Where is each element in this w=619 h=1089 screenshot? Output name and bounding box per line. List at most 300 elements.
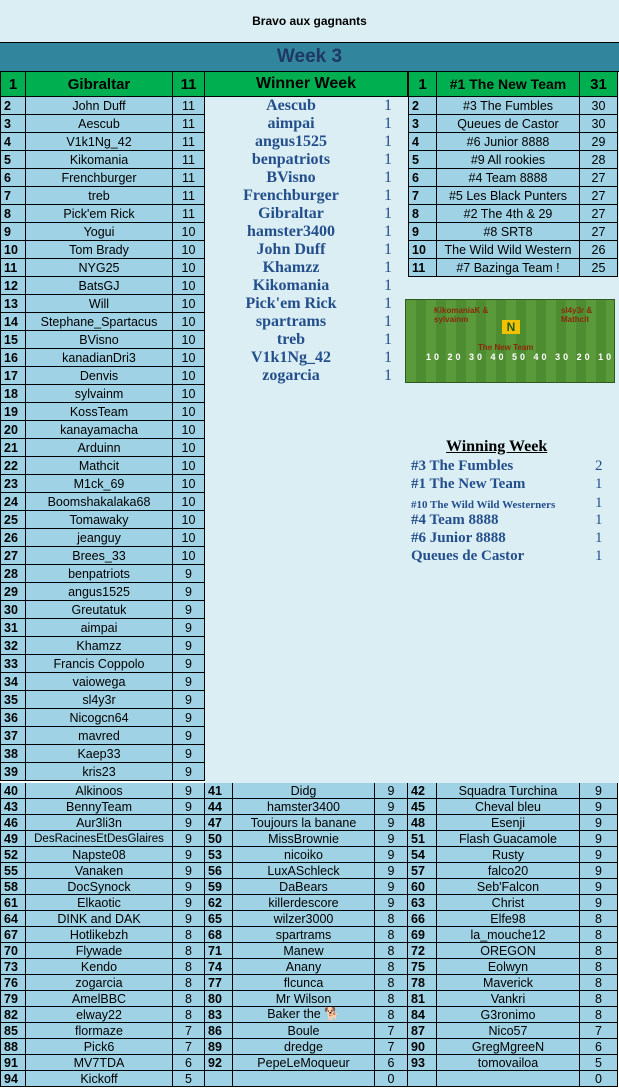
score-cell: 7: [173, 1039, 205, 1055]
player-name: elway22: [26, 1007, 173, 1023]
rank-cell: 44: [205, 799, 233, 815]
player-name: Pick'em Rick: [26, 205, 173, 223]
player-name: Didg: [233, 783, 375, 799]
score-cell: 10: [173, 259, 205, 277]
player-name: Esenji: [437, 815, 580, 831]
player-name: sylvainm: [26, 385, 173, 403]
rank-cell: 71: [205, 943, 233, 959]
rank-cell: 21: [0, 439, 26, 457]
team-score-cell: 26: [580, 241, 618, 259]
winning-team-name: #1 The New Team: [411, 476, 526, 492]
rank-cell: 12: [0, 277, 26, 295]
team-logo-icon: N: [502, 320, 520, 334]
player-name: tomovailoa: [437, 1055, 580, 1071]
winner-name: V1k1Ng_42: [250, 349, 331, 366]
rank-cell: 41: [205, 783, 233, 799]
player-name: Khamzz: [26, 637, 173, 655]
rank-cell: 36: [0, 709, 26, 727]
rank-cell: 9: [0, 223, 26, 241]
player-name: nicoiko: [233, 847, 375, 863]
player-name: G3ronimo: [437, 1007, 580, 1023]
winner-count: 1: [384, 133, 392, 150]
player-name: dredge: [233, 1039, 375, 1055]
score-cell: 10: [173, 277, 205, 295]
winner-name: Frenchburger: [243, 187, 339, 204]
rank-cell: 72: [408, 943, 437, 959]
score-cell: 8: [580, 943, 618, 959]
player-name: jeanguy: [26, 529, 173, 547]
rank-cell: 23: [0, 475, 26, 493]
rank-cell: 77: [205, 975, 233, 991]
player-name: Boomshakalaka68: [26, 493, 173, 511]
score-cell: 10: [173, 349, 205, 367]
player-name: DocSynock: [26, 879, 173, 895]
score-cell: 8: [375, 927, 408, 943]
score-cell: 9: [173, 879, 205, 895]
player-name: Vanaken: [26, 863, 173, 879]
score-cell: 9: [173, 727, 205, 745]
rank-cell: 50: [205, 831, 233, 847]
rank-cell: 39: [0, 763, 26, 781]
winner-name: Gibraltar: [258, 205, 324, 222]
rank-cell: 94: [0, 1071, 26, 1087]
rank-cell: 46: [0, 815, 26, 831]
player-name: Elkaotic: [26, 895, 173, 911]
rank-cell: 4: [0, 133, 26, 151]
player-name: Maverick: [437, 975, 580, 991]
winner-name: John Duff: [256, 241, 326, 258]
score-cell: 8: [375, 975, 408, 991]
player-name: V1k1Ng_42: [26, 133, 173, 151]
team-rank-cell: 3: [408, 115, 437, 133]
player-name: hamster3400: [233, 799, 375, 815]
rank-cell: 33: [0, 655, 26, 673]
rank-cell: 47: [205, 815, 233, 831]
score-cell: 9: [375, 847, 408, 863]
winning-team-name: #10 The Wild Wild Westerners: [411, 499, 556, 511]
rank-cell: 76: [0, 975, 26, 991]
rank-cell: 85: [0, 1023, 26, 1039]
rank-cell: 48: [408, 815, 437, 831]
player-name: Yogui: [26, 223, 173, 241]
winner-name: BVisno: [266, 169, 316, 186]
rank-cell: 30: [0, 601, 26, 619]
winning-team-name: Queues de Castor: [411, 548, 525, 564]
rank-cell: 86: [205, 1023, 233, 1039]
player-name: kris23: [26, 763, 173, 781]
team-score-cell: 25: [580, 259, 618, 277]
score-cell: 8: [580, 1007, 618, 1023]
rank-cell: 24: [0, 493, 26, 511]
rank-cell: 53: [205, 847, 233, 863]
rank-cell: 74: [205, 959, 233, 975]
winner-name: angus1525: [254, 133, 328, 150]
rank-cell: 75: [408, 959, 437, 975]
rank-cell: 19: [0, 403, 26, 421]
winner-name: Kikomania: [252, 277, 330, 294]
winning-team-count: 1: [595, 548, 603, 564]
team-rank-cell: 11: [408, 259, 437, 277]
score-cell: 9: [173, 763, 205, 781]
player-name: Vankri: [437, 991, 580, 1007]
score-cell: 8: [375, 991, 408, 1007]
score-cell: 9: [173, 783, 205, 799]
team-name: #9 All rookies: [437, 151, 580, 169]
winner-name: Pick'em Rick: [245, 295, 337, 312]
score-cell: 7: [580, 1023, 618, 1039]
rank-cell: 89: [205, 1039, 233, 1055]
rank-cell: 1: [0, 72, 26, 97]
winner-count: 1: [384, 169, 392, 186]
player-name: kanadianDri3: [26, 349, 173, 367]
player-name: sl4y3r: [26, 691, 173, 709]
rank-cell: 66: [408, 911, 437, 927]
player-name: Manew: [233, 943, 375, 959]
player-name: Brees_33: [26, 547, 173, 565]
player-name: Gibraltar: [26, 72, 173, 97]
score-cell: 8: [580, 991, 618, 1007]
team-score-cell: 31: [580, 72, 618, 97]
player-name: Anany: [233, 959, 375, 975]
player-name: Greutatuk: [26, 601, 173, 619]
score-cell: 5: [173, 1071, 205, 1087]
score-cell: 9: [173, 655, 205, 673]
rank-cell: 22: [0, 457, 26, 475]
rank-cell: 56: [205, 863, 233, 879]
score-cell: 6: [173, 1055, 205, 1071]
score-cell: 11: [173, 97, 205, 115]
player-name: benpatriots: [26, 565, 173, 583]
rank-cell: 68: [205, 927, 233, 943]
player-name: DINK and DAK: [26, 911, 173, 927]
score-cell: 9: [173, 619, 205, 637]
score-cell: 9: [173, 847, 205, 863]
score-cell: 9: [375, 831, 408, 847]
score-cell: 11: [173, 151, 205, 169]
winner-count: 1: [384, 277, 392, 294]
score-cell: 11: [173, 115, 205, 133]
rank-cell: 84: [408, 1007, 437, 1023]
team-score-cell: 30: [580, 97, 618, 115]
score-cell: 8: [580, 959, 618, 975]
winning-team-count: 1: [595, 512, 603, 528]
winning-team-count: 2: [595, 458, 603, 474]
winner-count: 1: [384, 367, 392, 384]
score-cell: 10: [173, 493, 205, 511]
rank-cell: 91: [0, 1055, 26, 1071]
score-cell: 9: [173, 895, 205, 911]
score-cell: 10: [173, 331, 205, 349]
team-name: #7 Bazinga Team !: [437, 259, 580, 277]
winner-name: treb: [276, 331, 306, 348]
player-name: angus1525: [26, 583, 173, 601]
score-cell: 9: [580, 831, 618, 847]
rank-cell: 80: [205, 991, 233, 1007]
player-name: PepeLeMoqueur: [233, 1055, 375, 1071]
winner-count: 1: [384, 115, 392, 132]
rank-cell: 92: [205, 1055, 233, 1071]
player-name: Arduinn: [26, 439, 173, 457]
winner-count: 1: [384, 259, 392, 276]
player-name: Tomawaky: [26, 511, 173, 529]
score-cell: 9: [173, 583, 205, 601]
team-name: #1 The New Team: [437, 72, 580, 97]
score-cell: 7: [173, 1023, 205, 1039]
rank-cell: 93: [408, 1055, 437, 1071]
team-score-cell: 27: [580, 169, 618, 187]
winner-name: aimpai: [267, 115, 315, 132]
winner-count: 1: [384, 187, 392, 204]
score-cell: 9: [173, 565, 205, 583]
score-cell: 9: [580, 815, 618, 831]
score-cell: 7: [375, 1023, 408, 1039]
score-cell: 9: [173, 601, 205, 619]
rank-cell: 14: [0, 313, 26, 331]
player-name: John Duff: [26, 97, 173, 115]
rank-cell: 10: [0, 241, 26, 259]
player-name: killerdescore: [233, 895, 375, 911]
winner-name: spartrams: [255, 313, 327, 330]
player-name: Toujours la banane: [233, 815, 375, 831]
score-cell: 10: [173, 385, 205, 403]
score-cell: 11: [173, 133, 205, 151]
score-cell: 10: [173, 241, 205, 259]
player-name: OREGON: [437, 943, 580, 959]
score-cell: 9: [580, 863, 618, 879]
score-cell: 5: [580, 1055, 618, 1071]
score-cell: 8: [173, 927, 205, 943]
team-rank-cell: 10: [408, 241, 437, 259]
player-name: Nico57: [437, 1023, 580, 1039]
score-cell: 6: [580, 1039, 618, 1055]
score-cell: 10: [173, 475, 205, 493]
player-name: Alkinoos: [26, 783, 173, 799]
rank-cell: 15: [0, 331, 26, 349]
rank-cell: 88: [0, 1039, 26, 1055]
player-name: Stephane_Spartacus: [26, 313, 173, 331]
score-cell: 6: [375, 1055, 408, 1071]
winner-name: Khamzz: [262, 259, 320, 276]
player-name: Aescub: [26, 115, 173, 133]
team-score-cell: 29: [580, 133, 618, 151]
score-cell: 9: [580, 783, 618, 799]
score-cell: 10: [173, 439, 205, 457]
team-rank-cell: 1: [408, 72, 437, 97]
rank-cell: 81: [408, 991, 437, 1007]
score-cell: 9: [580, 799, 618, 815]
rank-cell: 20: [0, 421, 26, 439]
score-cell: 8: [173, 975, 205, 991]
field-left-label: KikomaniaK & sylvainm: [434, 306, 489, 324]
player-name: vaiowega: [26, 673, 173, 691]
team-rank-cell: 8: [408, 205, 437, 223]
player-name: [437, 1071, 580, 1087]
rank-cell: 42: [408, 783, 437, 799]
winning-team-count: 1: [595, 530, 603, 546]
rank-cell: 3: [0, 115, 26, 133]
player-name: Mathcit: [26, 457, 173, 475]
rank-cell: 16: [0, 349, 26, 367]
team-name: #5 Les Black Punters: [437, 187, 580, 205]
player-name: LuxASchleck: [233, 863, 375, 879]
score-cell: 9: [375, 895, 408, 911]
score-cell: 8: [173, 943, 205, 959]
score-cell: 10: [173, 511, 205, 529]
player-name: Flywade: [26, 943, 173, 959]
score-cell: 8: [173, 991, 205, 1007]
field-bottom-label: The New Team: [478, 343, 534, 352]
winner-count: 1: [384, 223, 392, 240]
score-cell: 10: [173, 295, 205, 313]
player-name: Christ: [437, 895, 580, 911]
rank-cell: 11: [0, 259, 26, 277]
rank-cell: 79: [0, 991, 26, 1007]
team-rank-cell: 7: [408, 187, 437, 205]
rank-cell: 54: [408, 847, 437, 863]
player-name: Eolwyn: [437, 959, 580, 975]
rank-cell: 55: [0, 863, 26, 879]
player-name: Kikomania: [26, 151, 173, 169]
score-cell: 9: [173, 637, 205, 655]
team-score-cell: 27: [580, 223, 618, 241]
score-cell: 9: [580, 847, 618, 863]
player-name: Elfe98: [437, 911, 580, 927]
rank-cell: 67: [0, 927, 26, 943]
rank-cell: 51: [408, 831, 437, 847]
player-name: Nicogcn64: [26, 709, 173, 727]
score-cell: 8: [173, 959, 205, 975]
player-name: [233, 1071, 375, 1087]
rank-cell: 25: [0, 511, 26, 529]
rank-cell: 34: [0, 673, 26, 691]
rank-cell: 63: [408, 895, 437, 911]
team-name: #2 The 4th & 29: [437, 205, 580, 223]
page-title: Bravo aux gagnants: [0, 0, 619, 43]
player-name: KossTeam: [26, 403, 173, 421]
rank-cell: 35: [0, 691, 26, 709]
score-cell: 9: [375, 863, 408, 879]
score-cell: 9: [375, 879, 408, 895]
score-cell: 10: [173, 529, 205, 547]
rank-cell: 52: [0, 847, 26, 863]
team-rank-cell: 6: [408, 169, 437, 187]
player-name: Denvis: [26, 367, 173, 385]
rank-cell: 13: [0, 295, 26, 313]
winner-count: 1: [384, 205, 392, 222]
rank-cell: 60: [408, 879, 437, 895]
rank-cell: 70: [0, 943, 26, 959]
score-cell: 9: [173, 831, 205, 847]
rank-cell: 49: [0, 831, 26, 847]
football-field-image: [405, 299, 615, 383]
rank-cell: 31: [0, 619, 26, 637]
rank-cell: 59: [205, 879, 233, 895]
score-cell: 10: [173, 421, 205, 439]
rank-cell: 43: [0, 799, 26, 815]
player-name: spartrams: [233, 927, 375, 943]
winner-count: 1: [384, 349, 392, 366]
player-name: Flash Guacamole: [437, 831, 580, 847]
score-cell: 9: [173, 691, 205, 709]
team-name: #8 SRT8: [437, 223, 580, 241]
winner-count: 1: [384, 331, 392, 348]
player-name: BennyTeam: [26, 799, 173, 815]
rank-cell: [205, 1071, 233, 1087]
rank-cell: 27: [0, 547, 26, 565]
rank-cell: 38: [0, 745, 26, 763]
score-cell: 9: [173, 673, 205, 691]
team-name: The Wild Wild Western: [437, 241, 580, 259]
team-rank-cell: 4: [408, 133, 437, 151]
score-cell: 8: [173, 1007, 205, 1023]
score-cell: 11: [173, 72, 205, 97]
rank-cell: 18: [0, 385, 26, 403]
winning-team-name: #6 Junior 8888: [411, 530, 506, 546]
player-name: Napste08: [26, 847, 173, 863]
score-cell: 7: [375, 1039, 408, 1055]
player-name: Rusty: [437, 847, 580, 863]
rank-cell: 45: [408, 799, 437, 815]
player-name: mavred: [26, 727, 173, 745]
rank-cell: 8: [0, 205, 26, 223]
player-name: AmelBBC: [26, 991, 173, 1007]
team-rank-cell: 5: [408, 151, 437, 169]
player-name: Cheval bleu: [437, 799, 580, 815]
team-name: #4 Team 8888: [437, 169, 580, 187]
score-cell: 9: [375, 783, 408, 799]
team-score-cell: 28: [580, 151, 618, 169]
player-name: Tom Brady: [26, 241, 173, 259]
score-cell: 11: [173, 169, 205, 187]
team-rank-cell: 9: [408, 223, 437, 241]
rank-cell: 6: [0, 169, 26, 187]
winning-team-count: 1: [595, 495, 603, 511]
score-cell: 9: [580, 895, 618, 911]
score-cell: 9: [173, 799, 205, 815]
winning-team-count: 1: [595, 476, 603, 492]
winner-name: benpatriots: [251, 151, 331, 168]
player-name: GregMgreeN: [437, 1039, 580, 1055]
player-name: flcunca: [233, 975, 375, 991]
winner-name: Aescub: [266, 97, 316, 114]
player-name: MV7TDA: [26, 1055, 173, 1071]
score-cell: 9: [173, 745, 205, 763]
team-score-cell: 27: [580, 187, 618, 205]
team-score-cell: 30: [580, 115, 618, 133]
score-cell: 8: [580, 911, 618, 927]
player-name: Seb'Falcon: [437, 879, 580, 895]
winner-name: hamster3400: [247, 223, 335, 240]
score-cell: 9: [173, 863, 205, 879]
rank-cell: 28: [0, 565, 26, 583]
rank-cell: 40: [0, 783, 26, 799]
winner-count: 1: [384, 151, 392, 168]
score-cell: 0: [580, 1071, 618, 1087]
player-name: BatsGJ: [26, 277, 173, 295]
player-name: Squadra Turchina: [437, 783, 580, 799]
player-name: M1ck_69: [26, 475, 173, 493]
team-name: Queues de Castor: [437, 115, 580, 133]
score-cell: 9: [173, 709, 205, 727]
player-name: la_mouche12: [437, 927, 580, 943]
player-name: MissBrownie: [233, 831, 375, 847]
score-cell: 8: [580, 975, 618, 991]
winner-name: zogarcia: [262, 367, 320, 384]
field-right-label: sl4y3r & Mathcit: [561, 306, 593, 324]
score-cell: 8: [580, 927, 618, 943]
score-cell: 10: [173, 547, 205, 565]
player-name: wilzer3000: [233, 911, 375, 927]
